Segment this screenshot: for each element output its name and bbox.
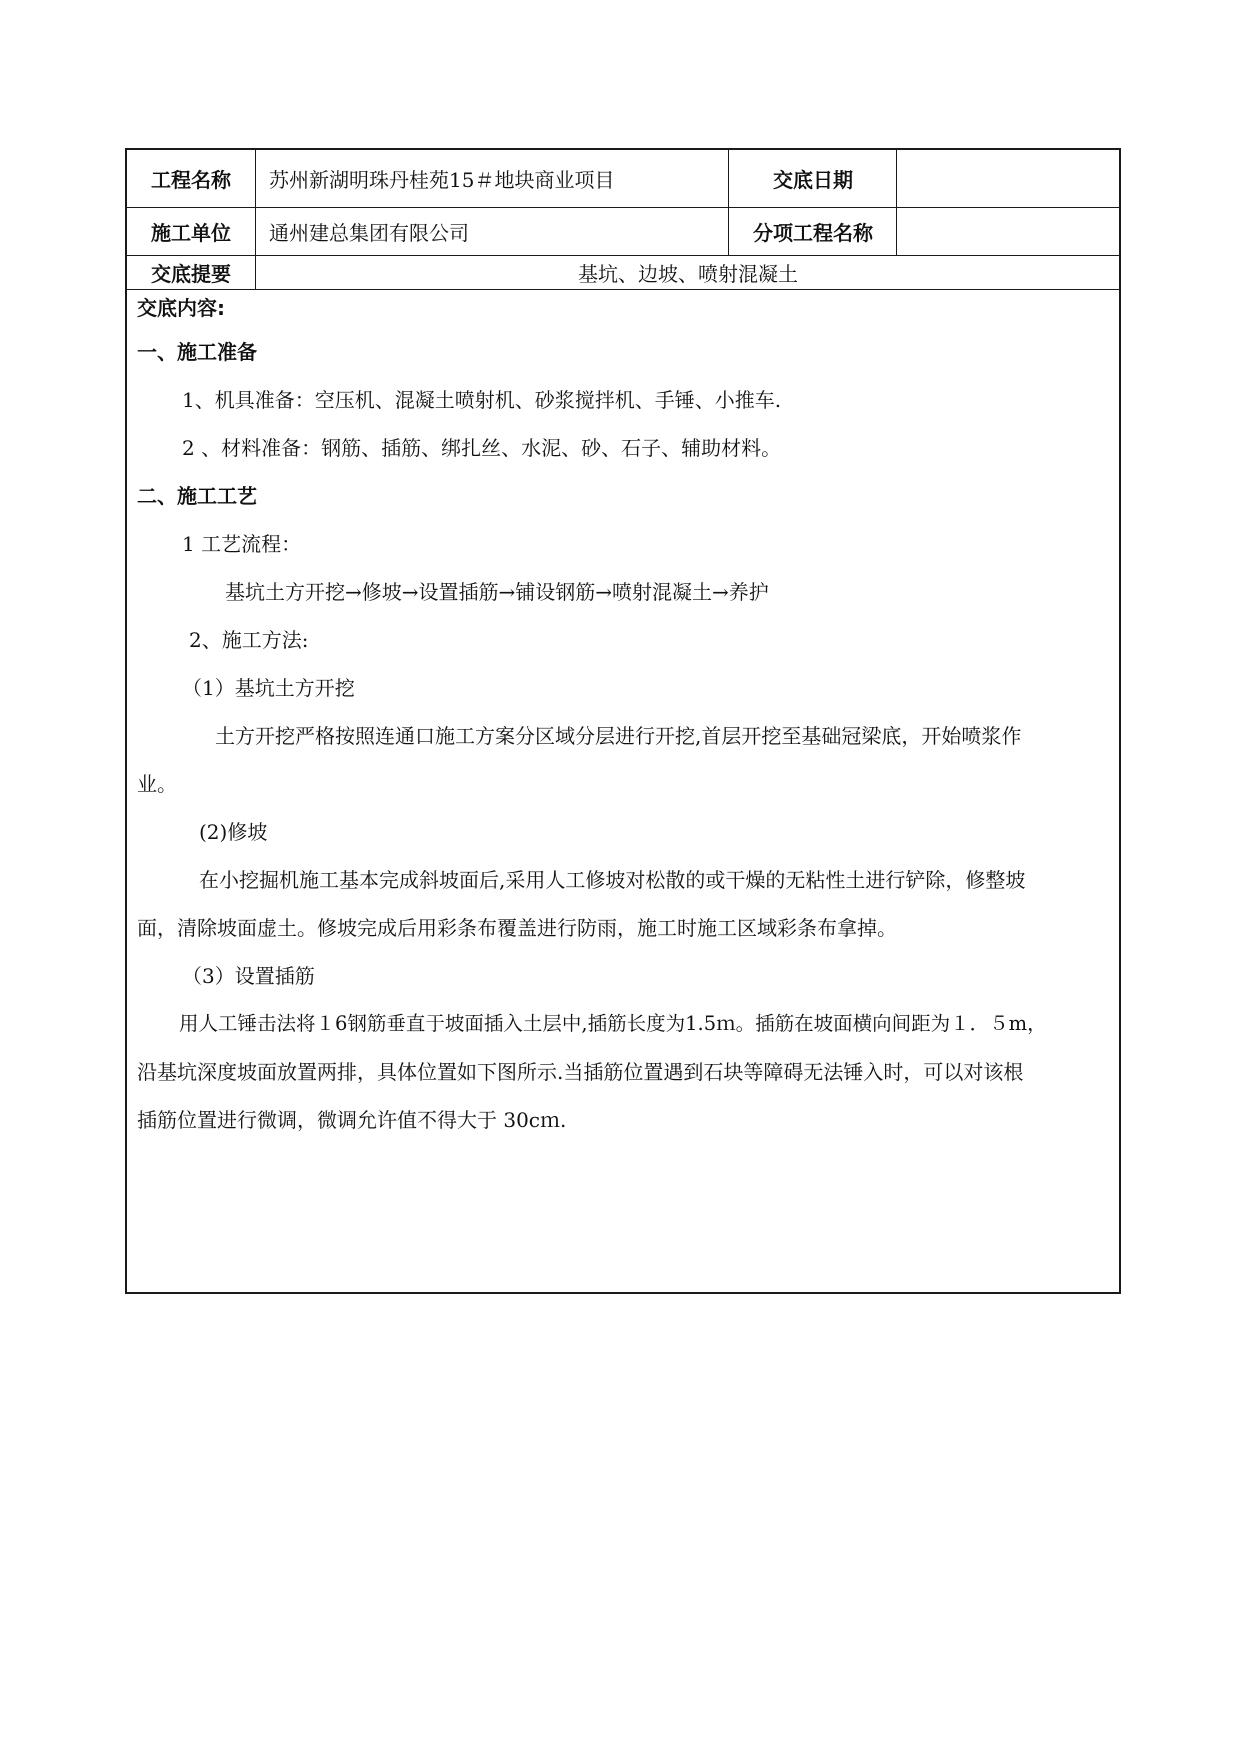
- date-value: [898, 150, 1120, 207]
- material-preparation: 2 、材料准备：钢筋、插筋、绑扎丝、水泥、砂、石子、辅助材料。: [182, 436, 782, 460]
- section-heading-preparation: 一、施工准备: [137, 340, 257, 364]
- method-1-title: （1）基坑土方开挖: [182, 676, 355, 700]
- summary-value: 基坑、边坡、喷射混凝土: [578, 262, 798, 286]
- content-title: 交底内容:: [137, 296, 225, 320]
- method-2-text-line: 面，清除坡面虚土。修坡完成后用彩条布覆盖进行防雨，施工时施工区域彩条布拿掉。: [137, 916, 897, 940]
- method-2-text-line: 在小挖掘机施工基本完成斜坡面后,采用人工修坡对松散的或干燥的无粘性土进行铲除，修整坡: [199, 868, 1026, 892]
- disclosure-form: [125, 148, 1121, 1294]
- process-flow-title: 1 工艺流程：: [182, 532, 302, 556]
- construction-unit-label: 施工单位: [151, 221, 231, 245]
- project-name-label: 工程名称: [151, 168, 231, 192]
- method-3-text-line: 用人工锤击法将１6钢筋垂直于坡面插入土层中,插筋长度为1.5ｍ。插筋在坡面横向间距为１．５m，: [179, 1012, 1047, 1035]
- project-name-value: 苏州新湖明珠丹桂苑15＃地块商业项目: [269, 168, 615, 192]
- method-1-text-line: 土方开挖严格按照连通口施工方案分区域分层进行开挖,首层开挖至基础冠梁底，开始喷浆作: [215, 724, 1022, 748]
- subproject-name-value: [898, 208, 1120, 255]
- column-divider: [896, 150, 897, 255]
- method-1-text-line: 业。: [137, 772, 177, 796]
- column-divider: [255, 150, 256, 289]
- method-title: 2、施工方法:: [189, 628, 309, 652]
- method-3-text-line: 插筋位置进行微调，微调允许值不得大于 30cｍ.: [137, 1108, 567, 1132]
- method-2-title: (2)修坡: [199, 820, 268, 844]
- row-divider: [127, 289, 1119, 290]
- section-heading-process: 二、施工工艺: [137, 484, 257, 508]
- method-3-title: （3）设置插筋: [182, 964, 315, 988]
- summary-label: 交底提要: [151, 262, 231, 286]
- date-label: 交底日期: [773, 168, 853, 192]
- process-flow: 基坑土方开挖→修坡→设置插筋→铺设钢筋→喷射混凝土→养护: [225, 580, 769, 604]
- subproject-name-label: 分项工程名称: [753, 221, 873, 245]
- method-3-text-line: 沿基坑深度坡面放置两排，具体位置如下图所示.当插筋位置遇到石块等障碍无法锤入时，可以对该根: [137, 1060, 1024, 1084]
- equipment-preparation: 1、机具准备：空压机、混凝土喷射机、砂浆搅拌机、手锤、小推车.: [182, 388, 782, 412]
- construction-unit-value: 通州建总集团有限公司: [269, 221, 469, 245]
